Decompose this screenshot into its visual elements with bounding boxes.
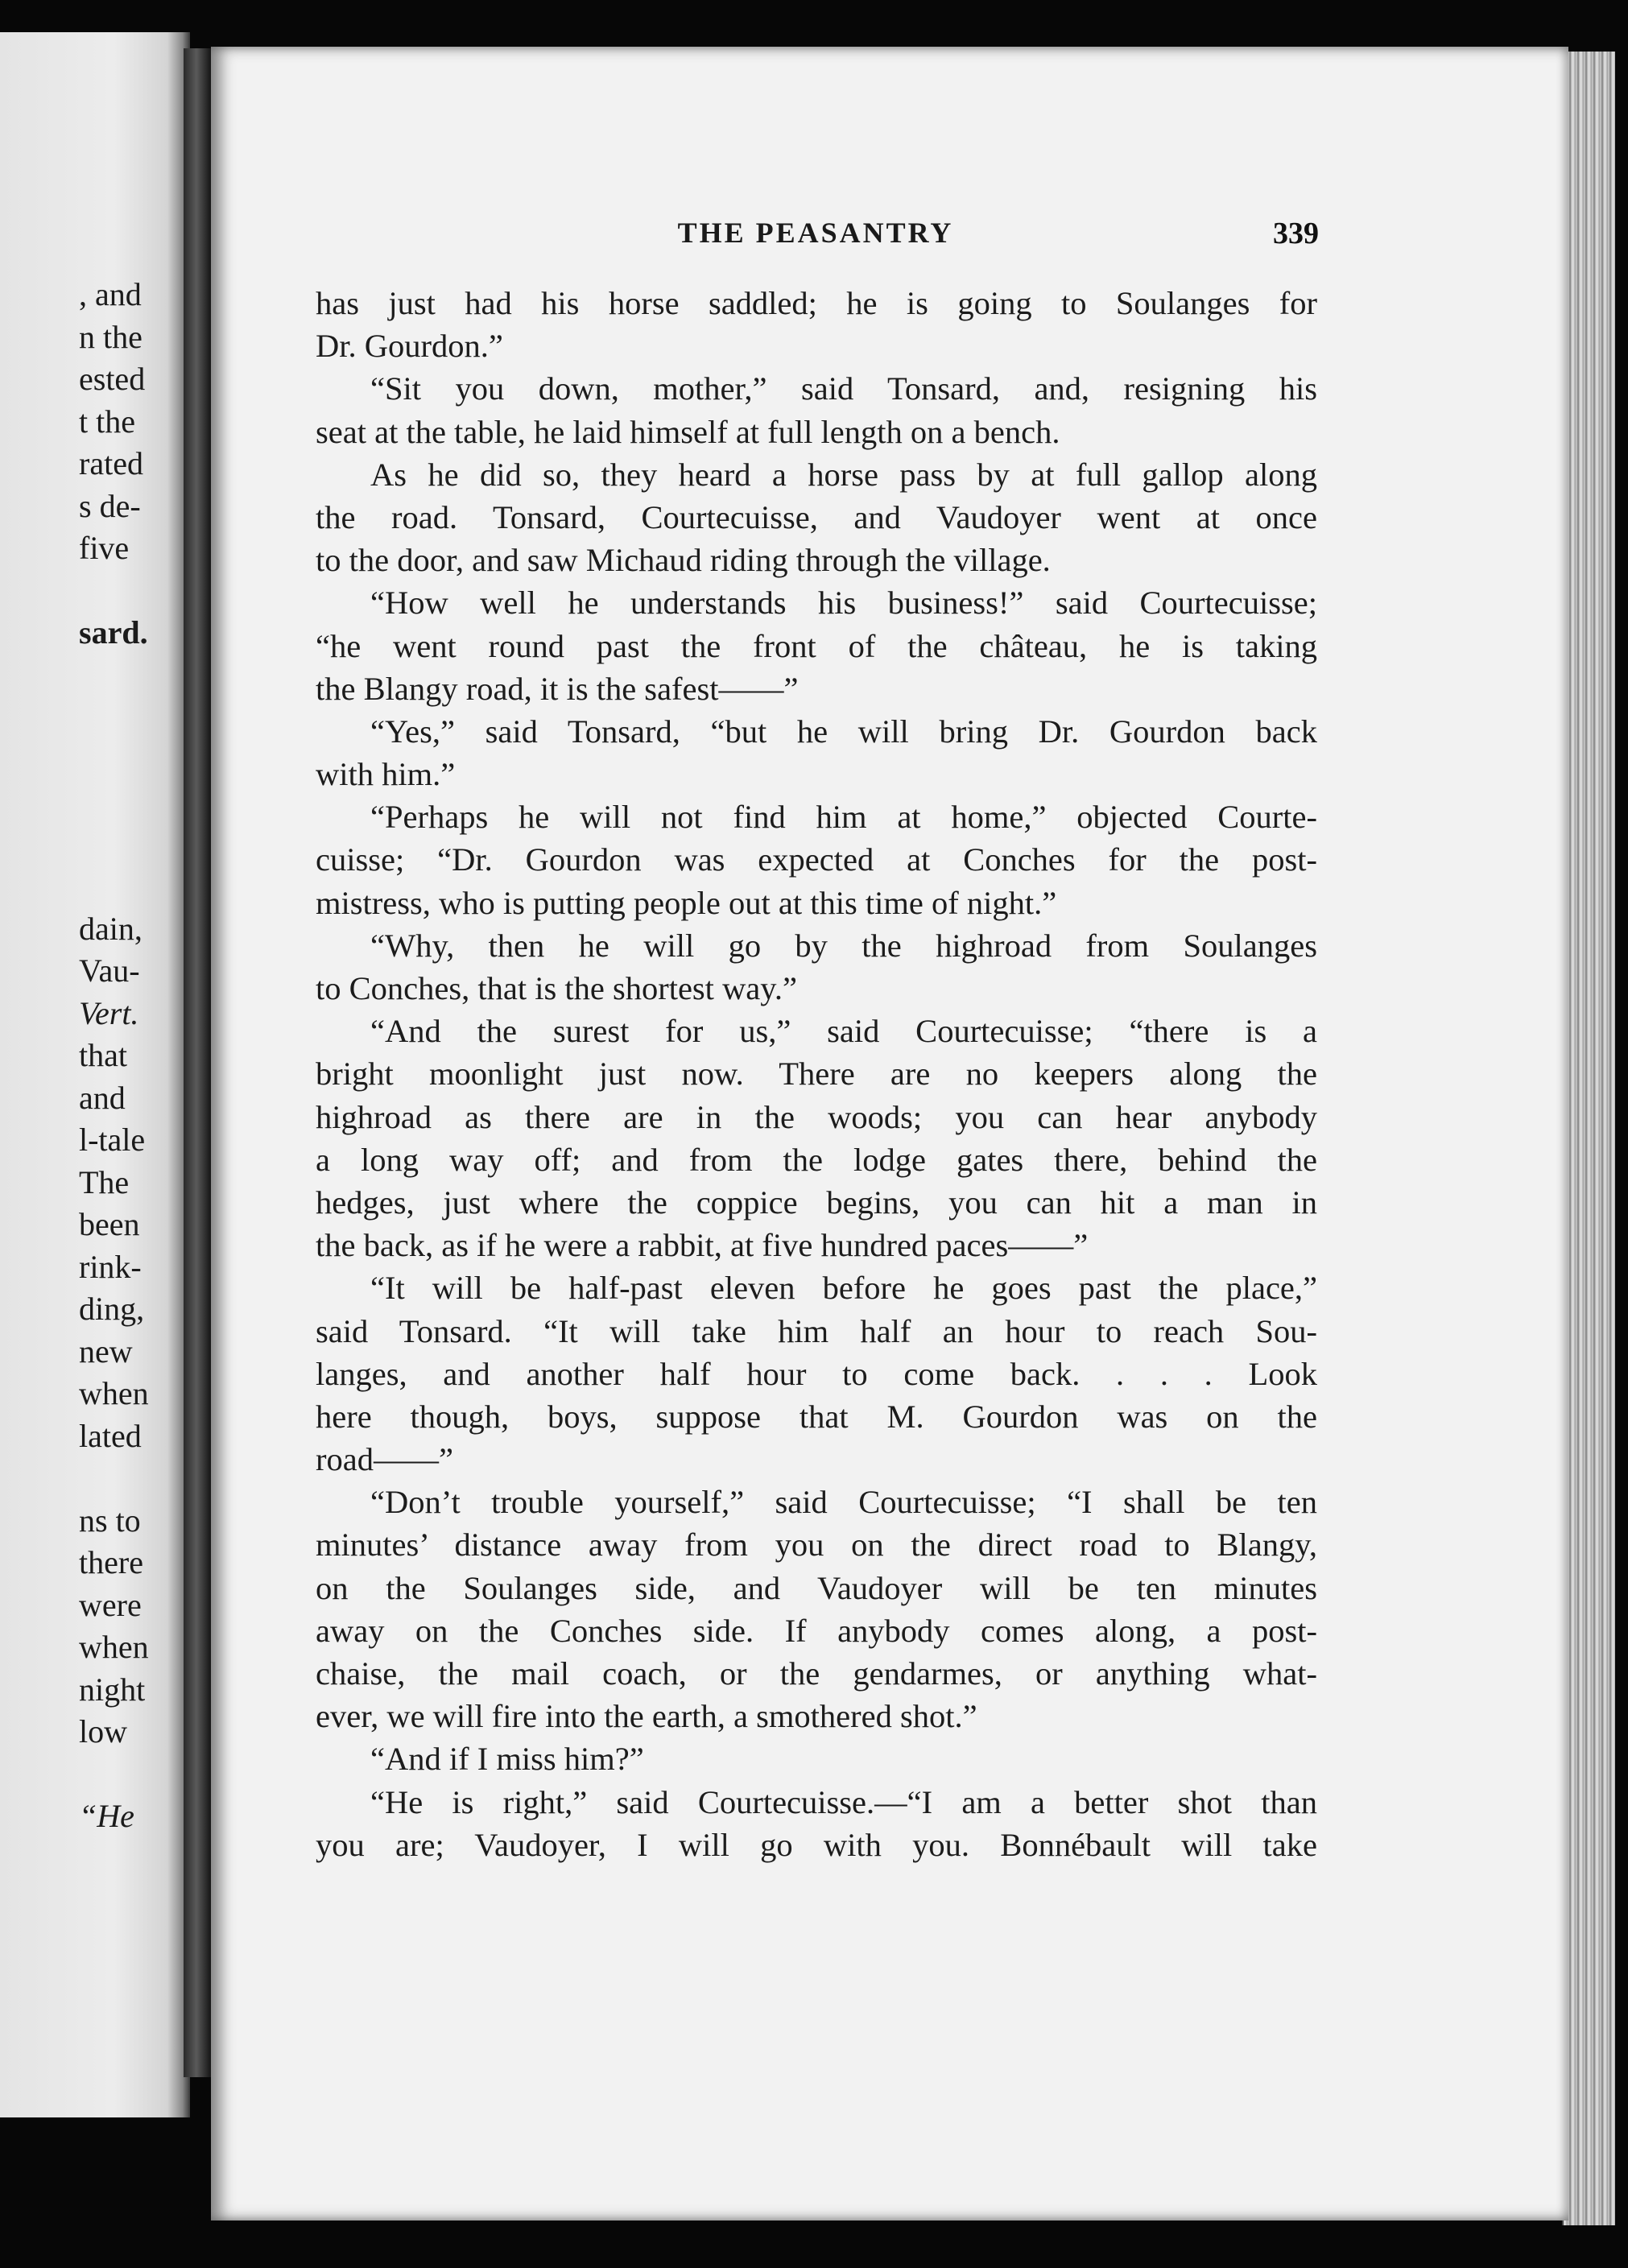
text-line: cuisse; “Dr. Gourdon was expected at Conches for the post-	[316, 841, 1317, 878]
left-page-fragment: five	[79, 530, 130, 566]
text-line: on the Soulanges side, and Vaudoyer will be ten minutes	[316, 1569, 1317, 1606]
left-page-fragment: there	[79, 1544, 143, 1580]
left-page-fragment: , and	[79, 276, 142, 312]
text-line: langes, and another half hour to come back. . . . Look	[316, 1355, 1317, 1392]
text-line: As he did so, they heard a horse pass by at full gallop along	[370, 456, 1317, 493]
text-line: bright moonlight just now. There are no keepers along the	[316, 1056, 1317, 1093]
text-line: hedges, just where the coppice begins, you can hit a man in	[316, 1184, 1317, 1221]
text-line: you are; Vaudoyer, I will go with you. Bonnébault will take	[316, 1826, 1317, 1863]
text-line: here though, boys, suppose that M. Gourdon was on the	[316, 1398, 1317, 1435]
left-page-fragment: low	[79, 1713, 127, 1750]
text-line: “He is right,” said Courtecuisse.—“I am a better shot than	[370, 1783, 1317, 1820]
page-number: 339	[1273, 217, 1319, 250]
running-head	[312, 216, 1319, 256]
text-line: minutes’ distance away from you on the direct road to Blangy,	[316, 1526, 1317, 1564]
text-line: “And if I miss him?”	[370, 1741, 644, 1778]
left-page-fragment: Vert.	[79, 994, 139, 1031]
running-title: THE PEASANTRY	[677, 217, 954, 249]
left-page-fragment: ns to	[79, 1502, 141, 1539]
left-facing-page	[0, 32, 190, 2117]
text-line: “Yes,” said Tonsard, “but he will bring Dr. Gourdon back	[370, 713, 1317, 750]
left-page-fragment: t the	[79, 403, 135, 440]
text-line: road——”	[316, 1441, 453, 1478]
text-line: “It will be half-past eleven before he goes past the place,”	[370, 1270, 1317, 1307]
left-page-fragment: dain,	[79, 910, 143, 947]
left-page-fragment: l-tale	[79, 1122, 146, 1158]
text-line: “Sit you down, mother,” said Tonsard, and, resigning his	[370, 370, 1317, 407]
text-line: chaise, the mail coach, or the gendarmes, or anything what-	[316, 1655, 1317, 1692]
text-line: said Tonsard. “It will take him half an hour to reach Sou-	[316, 1312, 1317, 1349]
text-line: “Why, then he will go by the highroad from Soulanges	[370, 927, 1317, 964]
text-line: a long way off; and from the lodge gates there, behind the	[316, 1141, 1317, 1178]
left-page-fragment: sard.	[79, 614, 148, 651]
left-page-fragment: Vau-	[79, 952, 140, 989]
text-line: mistress, who is putting people out at this time of night.”	[316, 884, 1057, 921]
text-line: to the door, and saw Michaud riding through the village.	[316, 542, 1051, 579]
left-page-fragment: lated	[79, 1417, 142, 1454]
left-page-fragment: and	[79, 1079, 126, 1116]
left-page-fragment: ested	[79, 361, 146, 397]
left-page-fragment: “He	[79, 1798, 134, 1834]
text-line: highroad as there are in the woods; you can hear anybody	[316, 1098, 1317, 1135]
text-line: “How well he understands his business!” said Courtecuisse;	[370, 585, 1317, 622]
left-page-fragment: when	[79, 1629, 149, 1665]
text-line: “Perhaps he will not find him at home,” objected Courte-	[370, 799, 1317, 836]
left-page-fragment: The	[79, 1163, 130, 1200]
left-page-fragment: new	[79, 1332, 133, 1369]
left-page-fragment: been	[79, 1206, 140, 1242]
text-line: with him.”	[316, 756, 456, 793]
text-line: the back, as if he were a rabbit, at five hundred paces——”	[316, 1227, 1089, 1264]
body-text	[316, 282, 1317, 1866]
left-page-fragment: were	[79, 1586, 142, 1623]
left-page-fragment: rated	[79, 445, 143, 481]
text-line: seat at the table, he laid himself at full length on a bench.	[316, 413, 1060, 450]
page-edges	[1562, 52, 1615, 2225]
text-line: “Don’t trouble yourself,” said Courtecuisse; “I shall be ten	[370, 1484, 1317, 1521]
left-page-fragment: ding,	[79, 1291, 145, 1327]
left-page-fragment: that	[79, 1037, 127, 1073]
text-line: away on the Conches side. If anybody comes along, a post-	[316, 1612, 1317, 1649]
text-line: the Blangy road, it is the safest——”	[316, 670, 799, 707]
text-line: “And the surest for us,” said Courtecuisse; “there is a	[370, 1013, 1317, 1050]
text-line: has just had his horse saddled; he is going to Soulanges for	[316, 285, 1317, 321]
text-line: “he went round past the front of the château, he is taking	[316, 627, 1317, 664]
text-line: the road. Tonsard, Courtecuisse, and Vaudoyer went at once	[316, 498, 1317, 535]
left-page-fragment: rink-	[79, 1248, 142, 1285]
left-page-fragment: when	[79, 1375, 149, 1411]
text-line: ever, we will fire into the earth, a smothered shot.”	[316, 1698, 977, 1735]
left-page-text-fragments	[0, 32, 190, 2117]
text-line: Dr. Gourdon.”	[316, 328, 503, 365]
left-page-fragment: n the	[79, 318, 143, 355]
left-page-fragment: s de-	[79, 487, 141, 524]
left-page-fragment: night	[79, 1671, 146, 1708]
text-line: to Conches, that is the shortest way.”	[316, 970, 798, 1006]
